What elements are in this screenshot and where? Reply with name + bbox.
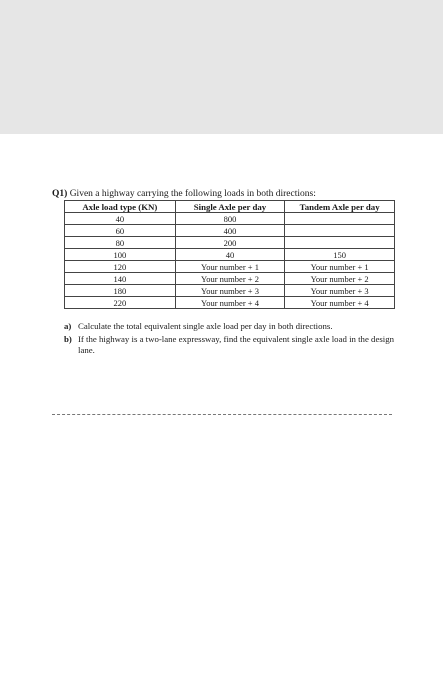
cell-tandem: 150 [285,249,395,261]
cell-load: 180 [65,285,176,297]
cell-tandem: Your number + 3 [285,285,395,297]
table-row [65,225,395,237]
table-row [65,237,395,249]
header-tandem-axle: Tandem Axle per day [285,201,395,213]
part-b-label: b) [64,334,72,344]
header-axle-load-type: Axle load type (KN) [65,201,176,213]
header-single-axle: Single Axle per day [175,201,285,213]
cell-tandem: Your number + 1 [285,261,395,273]
question-parts [64,321,404,358]
part-b [64,334,404,356]
part-b-text: If the highway is a two-lane expressway, find the equivalent single axle load in the design lane. [78,334,395,355]
cell-single: Your number + 4 [175,297,285,309]
cell-tandem [285,225,395,237]
part-a-label: a) [64,321,72,331]
table-row [65,273,395,285]
top-gray-band [0,0,443,134]
cell-load: 80 [65,237,176,249]
cell-single: 800 [175,213,285,225]
cell-load: 40 [65,213,176,225]
cell-single: Your number + 2 [175,273,285,285]
axle-load-table [64,200,395,309]
question-heading [52,189,316,200]
dashed-divider [52,414,392,415]
table-row [65,285,395,297]
cell-load: 60 [65,225,176,237]
cell-tandem [285,237,395,249]
cell-single: 200 [175,237,285,249]
cell-load: 120 [65,261,176,273]
table-header-row [65,201,395,213]
cell-single: 400 [175,225,285,237]
question-number: Q1) [52,189,68,199]
cell-single: Your number + 3 [175,285,285,297]
cell-tandem [285,213,395,225]
cell-tandem: Your number + 2 [285,273,395,285]
part-a-text: Calculate the total equivalent single axle load per day in both directions. [78,321,333,331]
cell-tandem: Your number + 4 [285,297,395,309]
cell-load: 220 [65,297,176,309]
table-row [65,297,395,309]
cell-load: 140 [65,273,176,285]
cell-load: 100 [65,249,176,261]
cell-single: Your number + 1 [175,261,285,273]
table-row [65,213,395,225]
part-a [64,321,404,332]
cell-single: 40 [175,249,285,261]
table-row [65,249,395,261]
question-text: Given a highway carrying the following loads in both directions: [69,189,316,199]
table-row [65,261,395,273]
